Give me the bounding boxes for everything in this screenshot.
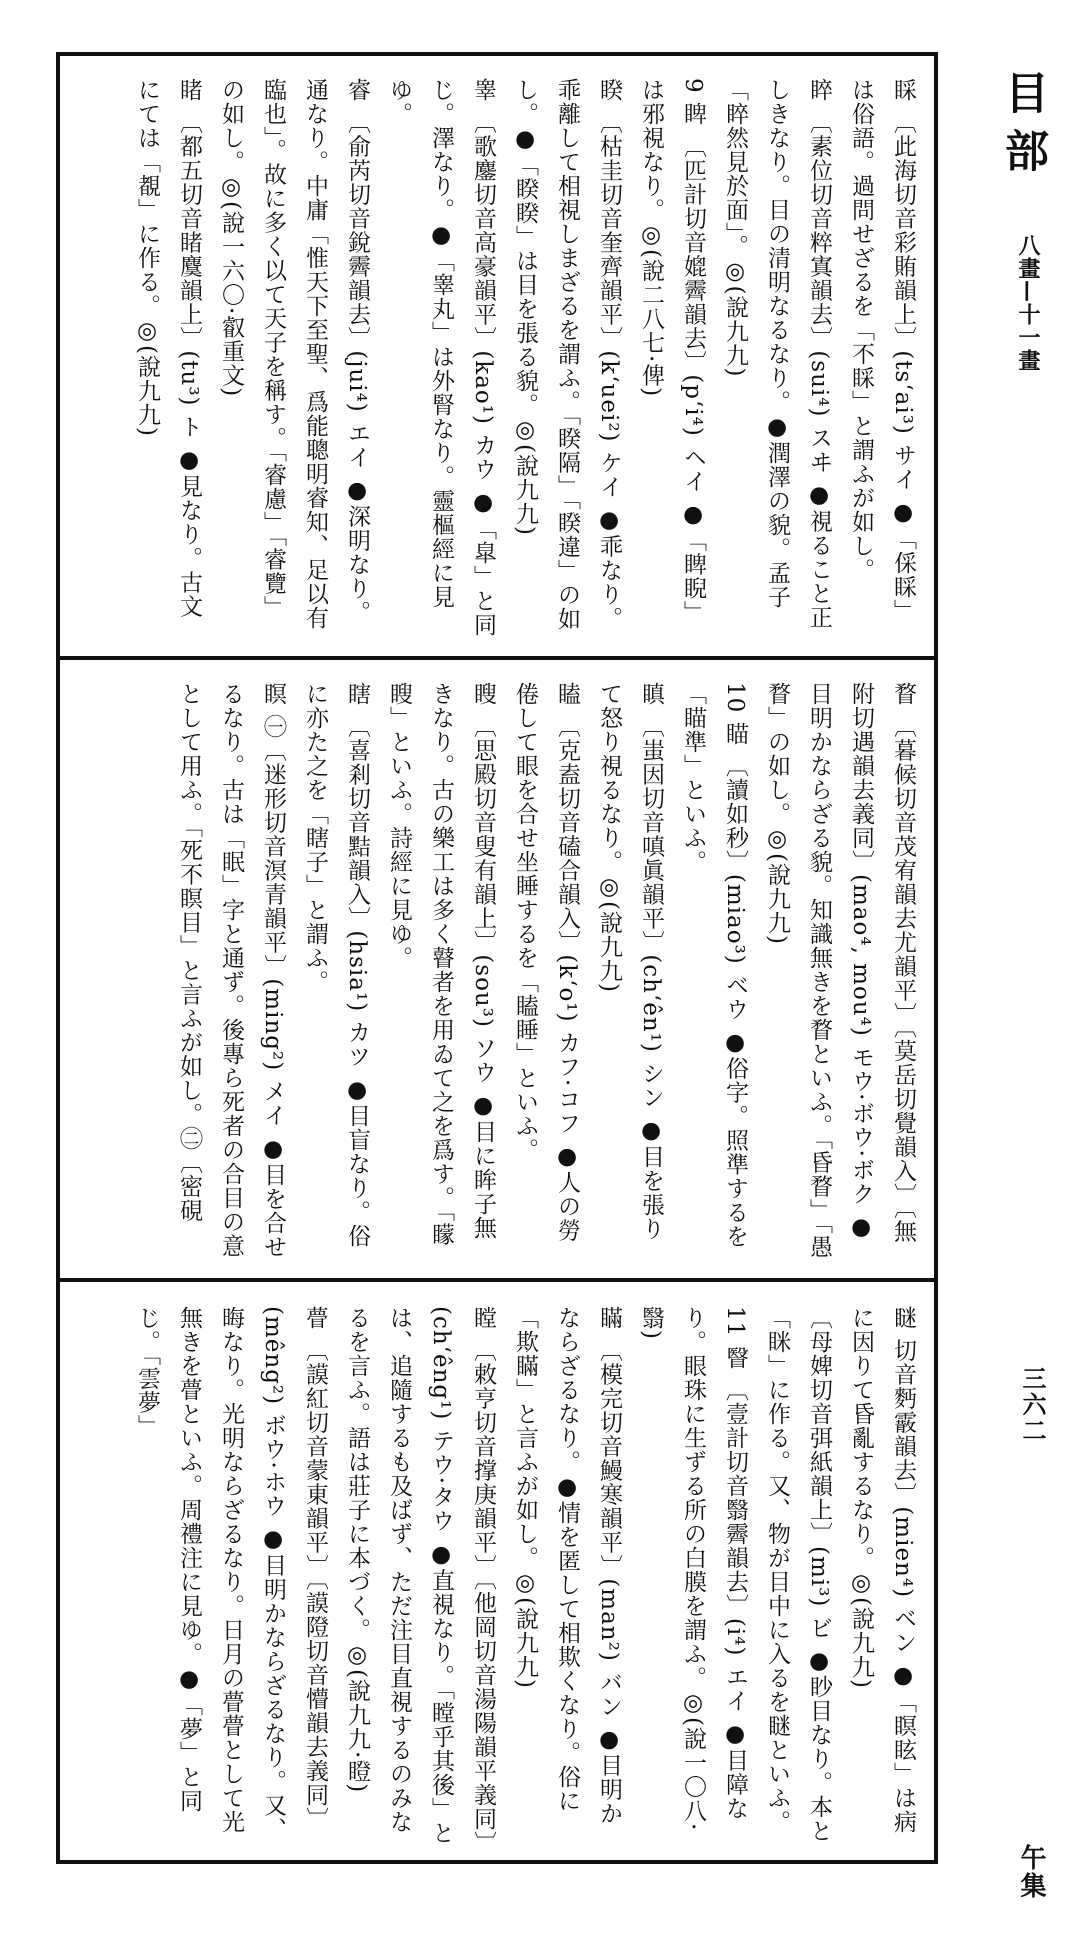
section-name: 午集 <box>1016 1844 1046 1900</box>
entry-column-text: 睬 〔此海切音彩賄韻上〕(tsʻai³) サイ ●「倸睬」は俗語。過問せざるを「不睬」と謂ふが如し。 睟 〔素位切音粹寘韻去〕(sui⁴) スヰ ●視ること正しきなり。目の清明なるなり。●潤澤の貌。孟子「睟然見於面」。◎(說九九) 9 睥 〔匹計切音媲霽韻去〕(pʻi⁴) ヘイ ●「睥睨」は邪視なり。◎(說二八七·俾) 睽 〔枯圭切音奎齊韻平〕(kʻuei²) ケイ ●乖なり。乖離して相視しまざるを謂ふ。「睽隔」「睽違」の如し。●「睽睽」は目を張る貌。◎(說九九) 睾 〔歌鏖切音高豪韻平〕(kao¹) カウ ●「皐」と同じ。澤なり。●「睾丸」は外腎なり。靈樞經に見ゆ。 睿 〔俞芮切音銳霽韻去〕(jui⁴) エイ ●深明なり。通なり。中庸「惟天下至聖、爲能聰明睿知、足以有臨也」。故に多く以て天子を稱す。「睿慮」「睿覽」の如し。◎(說一六〇·叡重文) 睹 〔都五切音睹麌韻上〕(tu³) ト ●見なり。古文にては「覩」に作る。◎(說九九) <box>134 78 916 637</box>
page-number: 三六二 <box>1018 1366 1047 1444</box>
entry-section-1 <box>60 56 934 656</box>
entry-section-2 <box>60 660 934 1278</box>
entry-column-text: 瞀 〔暮候切音茂宥韻去尤韻平〕〔莫岳切覺韻入〕〔無附切遇韻去義同〕(mao⁴, mou⁴) モウ·ボウ·ボク ●目明かならざる貌。知識無きを瞀といふ。「昏瞀」「愚瞀」の如し。◎(說九九) 10 瞄 〔讀如秒〕(miao³) ベウ ●俗字。照準するを「瞄準」といふ。 瞋 〔蚩因切音嗔眞韻平〕(chʻên¹) シン ●目を張りて怒り視るなり。◎(說九九) 瞌 〔克盍切音磕合韻入〕(kʻo¹) カフ·コフ ●人の勞倦して眼を合せ坐睡するを「瞌睡」といふ。 瞍 〔思殿切音叟有韻上〕(sou³) ソウ ●目に眸子無きなり。古の樂工は多く瞽者を用ゐて之を爲す。「矇瞍」といふ。詩經に見ゆ。 瞎 〔喜剎切音黠韻入〕(hsia¹) カツ ●目盲なり。俗に亦た之を「瞎子」と謂ふ。 瞑 ㊀〔迷形切音溟青韻平〕(ming²) メイ ●目を合せるなり。古は「眠」字と通ず。後專ら死者の合目の意として用ふ。「死不瞑目」と言ふが如し。㊁〔密硯 <box>176 682 916 1259</box>
entry-section-3 <box>60 1282 934 1860</box>
radical-header: 目部 <box>997 70 1048 186</box>
entry-column-text: 瞇 切音麪霰韻去〕(mien⁴) ベン ●「瞑眩」は病に因りて昏亂するなり。◎(說九九) 〔母婢切音弭紙韻上〕(mi³) ビ ●眇目なり。本と「眯」に作る。又、物が目中に入るを瞇といふ。 11 瞖 〔壹計切音翳霽韻去〕(i⁴) エイ ●目障なり。眼珠に生ずる所の白膜を謂ふ。◎(說一〇八·翳) 瞞 〔模完切音鰻寒韻平〕(man²) バン ●目明かならざるなり。●情を匿して相欺くなり。俗に「欺瞞」と言ふが如し。◎(說九九) 瞠 〔敕亨切音撑庚韻平〕〔他岡切音湯陽韻平義同〕(chʻêng¹) テウ·タウ ●直視なり。「瞠乎其後」とは、追隨するも及ばず、ただ注目直視するのみなるを言ふ。語は莊子に本づく。◎(說九九·瞪) 瞢 〔謨紅切音蒙東韻平〕〔謨隥切音懵韻去義同〕(mêng²) ボウ·ホウ ●目明かならざるなり。又、晦なり。光明ならざるなり。日月の瞢瞢として光無きを瞢といふ。周禮注に見ゆ。●「夢」と同じ。「雲夢」 <box>134 1306 916 1845</box>
dictionary-page-frame <box>56 52 938 1864</box>
stroke-range: 八畫—十一畫 <box>1015 234 1041 372</box>
